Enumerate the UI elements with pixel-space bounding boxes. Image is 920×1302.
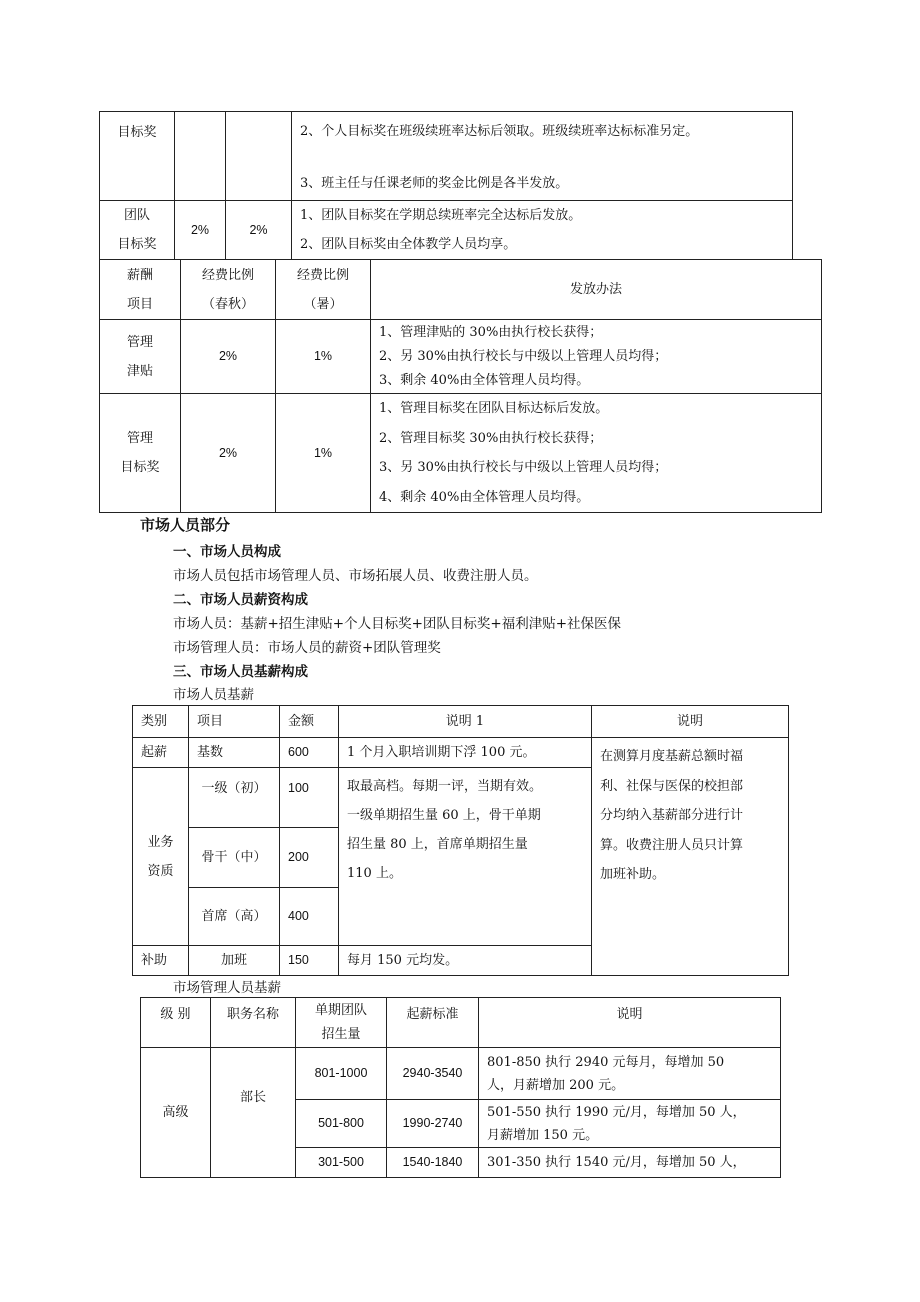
header-cell: 说明	[592, 706, 789, 738]
method-line: 3、班主任与任课老师的奖金比例是各半发放。	[300, 176, 569, 191]
item-cell: 基数	[189, 738, 280, 768]
ratio-cell: 2%	[226, 201, 292, 260]
table-caption: 市场管理人员基薪	[173, 980, 281, 996]
row-label: 管理 目标奖	[100, 394, 181, 513]
header-cell: 类别	[133, 706, 189, 738]
cell-empty	[175, 112, 226, 201]
ratio-cell: 2%	[181, 394, 276, 513]
heading-salary-composition: 二、市场人员薪资构成	[173, 592, 308, 608]
range-cell: 301-500	[296, 1148, 387, 1178]
range-cell: 801-1000	[296, 1048, 387, 1100]
cell-empty	[226, 112, 292, 201]
table-row	[100, 112, 793, 201]
header-cell: 单期团队 招生量	[296, 998, 387, 1048]
table-market-manager-salary	[140, 997, 781, 1178]
row-label: 管理 津贴	[100, 320, 181, 394]
table-market-base-salary	[132, 705, 789, 976]
table-row	[100, 320, 822, 394]
method-cell	[292, 112, 793, 201]
header-cell: 经费比例 （暑）	[276, 260, 371, 320]
note-cell: 1 个月入职培训期下浮 100 元。	[339, 738, 592, 768]
note-cell: 501-550 执行 1990 元/月，每增加 50 人， 月薪增加 150 元。	[479, 1100, 781, 1148]
title-cell: 部长	[211, 1048, 296, 1178]
table-goal-bonus	[99, 111, 793, 260]
header-cell: 发放办法	[371, 260, 822, 320]
method-cell: 1、管理津贴的 30%由执行校长获得； 2、另 30%由执行校长与中级以上管理人员均得； 3、剩余 40%由全体管理人员均得。	[371, 320, 822, 394]
amount-cell: 200	[280, 828, 339, 888]
salary-cell: 1540-1840	[387, 1148, 479, 1178]
item-cell: 一级（初）	[189, 768, 280, 828]
amount-cell: 600	[280, 738, 339, 768]
amount-cell: 100	[280, 768, 339, 828]
table-row	[100, 201, 793, 260]
ratio-cell: 1%	[276, 394, 371, 513]
table-row	[133, 738, 789, 768]
note-cell: 301-350 执行 1540 元/月，每增加 50 人，	[479, 1148, 781, 1178]
method-cell: 1、管理目标奖在团队目标达标后发放。 2、管理目标奖 30%由执行校长获得； 3、另 30%由执行校长与中级以上管理人员均得； 4、剩余 40%由全体管理人员均得。	[371, 394, 822, 513]
row-label: 团队 目标奖	[100, 201, 175, 260]
table-header-row	[100, 260, 822, 320]
level-cell: 高级	[141, 1048, 211, 1178]
item-cell: 首席（高）	[189, 888, 280, 946]
header-cell: 经费比例 （春秋）	[181, 260, 276, 320]
category-cell: 业务 资质	[133, 768, 189, 946]
table-header-row	[133, 706, 789, 738]
header-cell: 说明	[479, 998, 781, 1048]
salary-cell: 1990-2740	[387, 1100, 479, 1148]
table-caption: 市场人员基薪	[173, 687, 254, 703]
heading-composition: 一、市场人员构成	[173, 544, 281, 560]
table-header-row	[141, 998, 781, 1048]
header-cell: 说明 1	[339, 706, 592, 738]
paragraph: 市场管理人员：市场人员的薪资+团队管理奖	[173, 640, 441, 656]
paragraph: 市场人员包括市场管理人员、市场拓展人员、收费注册人员。	[173, 568, 538, 584]
header-cell: 级 别	[141, 998, 211, 1048]
salary-cell: 2940-3540	[387, 1048, 479, 1100]
header-cell: 薪酬 项目	[100, 260, 181, 320]
range-cell: 501-800	[296, 1100, 387, 1148]
item-cell: 骨干（中）	[189, 828, 280, 888]
header-cell: 项目	[189, 706, 280, 738]
section-title: 市场人员部分	[140, 516, 231, 534]
note-cell: 801-850 执行 2940 元每月，每增加 50 人，月薪增加 200 元。	[479, 1048, 781, 1100]
row-label: 目标奖	[100, 112, 175, 201]
header-cell: 起薪标准	[387, 998, 479, 1048]
paragraph: 市场人员：基薪+招生津贴+个人目标奖+团队目标奖+福利津贴+社保医保	[173, 616, 622, 632]
table-management-pay	[99, 259, 822, 513]
header-cell: 职务名称	[211, 998, 296, 1048]
note-cell: 取最高档。每期一评，当期有效。 一级单期招生量 60 上，骨干单期 招生量 80 上，首席单期招生量 110 上。	[339, 768, 592, 946]
note-cell: 每月 150 元均发。	[339, 946, 592, 976]
table-row	[141, 1048, 781, 1100]
ratio-cell: 1%	[276, 320, 371, 394]
table-row	[100, 394, 822, 513]
method-cell: 1、团队目标奖在学期总续班率完全达标后发放。 2、团队目标奖由全体教学人员均享。	[292, 201, 793, 260]
method-line: 2、个人目标奖在班级续班率达标后领取。班级续班率达标标准另定。	[300, 124, 699, 139]
note-cell: 在测算月度基薪总额时福 利、社保与医保的校担部 分均纳入基薪部分进行计 算。收费注册人员只计算 加班补助。	[592, 738, 789, 976]
header-cell: 金额	[280, 706, 339, 738]
ratio-cell: 2%	[175, 201, 226, 260]
amount-cell: 400	[280, 888, 339, 946]
ratio-cell: 2%	[181, 320, 276, 394]
heading-base-salary: 三、市场人员基薪构成	[173, 664, 308, 680]
category-cell: 补助	[133, 946, 189, 976]
amount-cell: 150	[280, 946, 339, 976]
item-cell: 加班	[189, 946, 280, 976]
category-cell: 起薪	[133, 738, 189, 768]
